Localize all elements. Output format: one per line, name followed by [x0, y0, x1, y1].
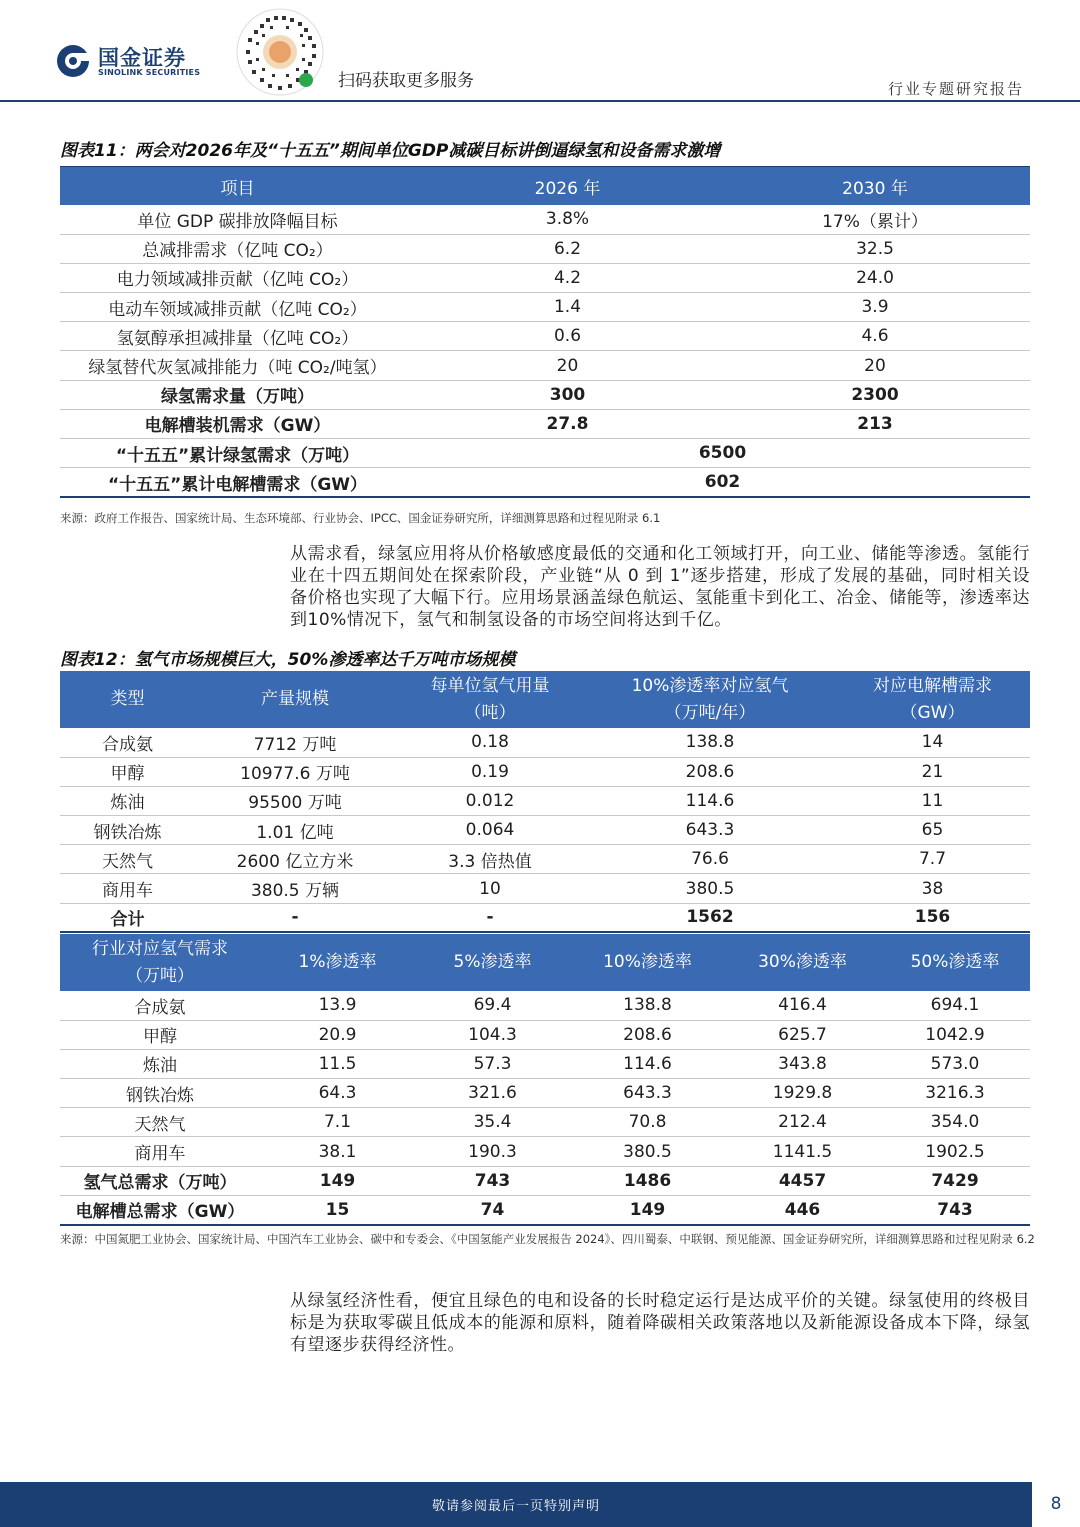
- figure-12-table-penetration: [60, 934, 1030, 1226]
- table-row: [60, 728, 1030, 757]
- footer-disclaimer-link[interactable]: 敬请参阅最后一页特别声明: [431, 1499, 600, 1514]
- cell-2026: 6.2: [415, 234, 720, 263]
- column-header: 1%渗透率: [260, 934, 415, 991]
- table-cell: 694.1: [880, 991, 1030, 1020]
- table-cell: 1562: [585, 903, 835, 932]
- column-header: 产量规模: [195, 671, 395, 728]
- table-cell: 7712 万吨: [195, 728, 395, 757]
- row-label: “十五五”累计电解槽需求（GW）: [60, 468, 415, 497]
- table-row: [60, 816, 1030, 845]
- row-label: 电动车领域减排贡献（亿吨 CO₂）: [60, 293, 415, 322]
- table-cell: 743: [415, 1166, 570, 1195]
- column-header: 30%渗透率: [725, 934, 880, 991]
- paragraph-demand: 从需求看，绿氢应用将从价格敏感度最低的交通和化工领域打开，向工业、储能等渗透。氢能行业在十四五期间处在探索阶段，产业链“从 0 到 1”逐步搭建，形成了发展的基础，同时相关设备价格也实现了大幅下行。应用场景涵盖绿色航运、氢能重卡到化工、冶金、储能等，渗透率达到10%情况下，氢气和制氢设备的市场空间将达到千亿。: [290, 544, 1030, 630]
- table-row: [60, 1020, 1030, 1049]
- merged-cell: 6500: [415, 439, 1030, 468]
- cell-2026: 1.4: [415, 293, 720, 322]
- table-cell: 114.6: [585, 786, 835, 815]
- table-row-merged: [60, 439, 1030, 468]
- table-cell: 156: [835, 903, 1030, 932]
- page-number: 8: [1050, 1494, 1062, 1514]
- table-cell: 0.18: [395, 728, 585, 757]
- table-cell: 149: [260, 1166, 415, 1195]
- table-cell: 380.5 万辆: [195, 874, 395, 903]
- sinolink-logo-icon: [56, 44, 90, 78]
- table-cell: 104.3: [415, 1020, 570, 1049]
- table-cell: 416.4: [725, 991, 880, 1020]
- table-sum-row: [60, 1166, 1030, 1195]
- table-cell: 643.3: [570, 1079, 725, 1108]
- cell-2030: 24.0: [720, 263, 1030, 292]
- header-divider: [0, 100, 1080, 102]
- column-header: 50%渗透率: [880, 934, 1030, 991]
- row-label: 总减排需求（亿吨 CO₂）: [60, 234, 415, 263]
- figure-12-source: 来源：中国氮肥工业协会、国家统计局、中国汽车工业协会、碳中和专委会、《中国氢能产业发展报告 2024》、四川蜀泰、中联钢、预见能源、国金证券研究所，详细测算思路和过程见附录 6.2: [60, 1232, 1035, 1246]
- table-cell: 743: [880, 1195, 1030, 1224]
- row-label: “十五五”累计绿氢需求（万吨）: [60, 439, 415, 468]
- table-row: [60, 991, 1030, 1020]
- figure-11-source: 来源：政府工作报告、国家统计局、生态环境部、行业协会、IPCC、国金证券研究所，详细测算思路和过程见附录 6.1: [60, 511, 661, 525]
- table-cell: 138.8: [585, 728, 835, 757]
- table-cell: 1929.8: [725, 1079, 880, 1108]
- table-row: [60, 234, 1030, 263]
- row-label: 电解槽装机需求（GW）: [60, 409, 415, 438]
- cell-2030: 2300: [720, 380, 1030, 409]
- table-cell: -: [195, 903, 395, 932]
- row-label: 绿氢需求量（万吨）: [60, 380, 415, 409]
- table-cell: 1.01 亿吨: [195, 816, 395, 845]
- table-cell: 13.9: [260, 991, 415, 1020]
- table-cell: 149: [570, 1195, 725, 1224]
- table-row: [60, 1137, 1030, 1166]
- table-cell: 14: [835, 728, 1030, 757]
- column-header: 2026 年: [415, 167, 720, 205]
- table-cell: 57.3: [415, 1049, 570, 1078]
- table-header-row: [60, 671, 1030, 728]
- logo-english-name: SINOLINK SECURITIES: [98, 68, 201, 77]
- table-cell: 0.012: [395, 786, 585, 815]
- column-header-unit: （吨）: [464, 702, 516, 723]
- table-cell: 114.6: [570, 1049, 725, 1078]
- table-cell: 212.4: [725, 1108, 880, 1137]
- table-cell: 643.3: [585, 816, 835, 845]
- table-cell: 炼油: [60, 786, 195, 815]
- table-cell: 10977.6 万吨: [195, 757, 395, 786]
- table-row: [60, 263, 1030, 292]
- table-cell: 69.4: [415, 991, 570, 1020]
- column-header-line: 10%渗透率对应氢气: [631, 675, 789, 696]
- table-cell: 38.1: [260, 1137, 415, 1166]
- table-cell: 商用车: [60, 874, 195, 903]
- table-total-row: [60, 903, 1030, 932]
- cell-2030: 213: [720, 409, 1030, 438]
- table-header-row: [60, 934, 1030, 991]
- table-cell: 1902.5: [880, 1137, 1030, 1166]
- table-cell: 76.6: [585, 845, 835, 874]
- table-cell: 2600 亿立方米: [195, 845, 395, 874]
- qr-caption: 扫码获取更多服务: [338, 71, 474, 91]
- table-cell: 商用车: [60, 1137, 260, 1166]
- table-row: [60, 409, 1030, 438]
- table-cell: 1486: [570, 1166, 725, 1195]
- row-label: 氢氨醇承担减排量（亿吨 CO₂）: [60, 322, 415, 351]
- table-cell: 7.7: [835, 845, 1030, 874]
- table-cell: 炼油: [60, 1049, 260, 1078]
- table-row: [60, 293, 1030, 322]
- cell-2030: 32.5: [720, 234, 1030, 263]
- report-type-label: 行业专题研究报告: [887, 80, 1024, 98]
- table-cell: 合计: [60, 903, 195, 932]
- table-cell: 电解槽总需求（GW）: [60, 1195, 260, 1224]
- figure-11-table: [60, 167, 1030, 498]
- table-cell: 11: [835, 786, 1030, 815]
- row-label: 单位 GDP 碳排放降幅目标: [60, 205, 415, 234]
- column-header-unit: （万吨）: [126, 965, 194, 986]
- table-header-row: [60, 167, 1030, 205]
- cell-2026: 4.2: [415, 263, 720, 292]
- table-row: [60, 845, 1030, 874]
- table-cell: 380.5: [585, 874, 835, 903]
- table-row: [60, 322, 1030, 351]
- column-header: [60, 934, 260, 991]
- column-header: 10%渗透率: [570, 934, 725, 991]
- table-cell: 64.3: [260, 1079, 415, 1108]
- cell-2026: 20: [415, 351, 720, 380]
- column-header: [585, 671, 835, 728]
- logo-chinese-name: 国金证券: [98, 46, 186, 70]
- table-cell: 38: [835, 874, 1030, 903]
- table-cell: -: [395, 903, 585, 932]
- table-row: [60, 1108, 1030, 1137]
- column-header-line: 对应电解槽需求: [873, 675, 992, 696]
- column-header: [835, 671, 1030, 728]
- table-cell: 354.0: [880, 1108, 1030, 1137]
- table-row: [60, 874, 1030, 903]
- table-row: [60, 757, 1030, 786]
- table-cell: 钢铁冶炼: [60, 816, 195, 845]
- table-cell: 321.6: [415, 1079, 570, 1108]
- table-cell: 3.3 倍热值: [395, 845, 585, 874]
- cell-2026: 300: [415, 380, 720, 409]
- table-cell: 625.7: [725, 1020, 880, 1049]
- figure-11-title: 图表11：两会对2026年及“十五五”期间单位GDP减碳目标讲倒逼绿氢和设备需求激增: [60, 136, 1030, 168]
- table-cell: 343.8: [725, 1049, 880, 1078]
- cell-2026: 3.8%: [415, 205, 720, 234]
- table-row: [60, 351, 1030, 380]
- column-header: [395, 671, 585, 728]
- table-row: [60, 786, 1030, 815]
- merged-cell: 602: [415, 468, 1030, 497]
- table-cell: 21: [835, 757, 1030, 786]
- table-cell: 35.4: [415, 1108, 570, 1137]
- cell-2026: 0.6: [415, 322, 720, 351]
- table-cell: 1141.5: [725, 1137, 880, 1166]
- column-header-unit: （万吨/年）: [664, 702, 756, 723]
- table-cell: 95500 万吨: [195, 786, 395, 815]
- table-row: [60, 1079, 1030, 1108]
- table-cell: 甲醇: [60, 1020, 260, 1049]
- column-header-line: 每单位氢气用量: [430, 675, 550, 696]
- row-label: 电力领域减排贡献（亿吨 CO₂）: [60, 263, 415, 292]
- cell-2030: 4.6: [720, 322, 1030, 351]
- table-cell: 11.5: [260, 1049, 415, 1078]
- table-cell: 甲醇: [60, 757, 195, 786]
- table-cell: 138.8: [570, 991, 725, 1020]
- table-cell: 446: [725, 1195, 880, 1224]
- table-cell: 208.6: [585, 757, 835, 786]
- cell-2030: 3.9: [720, 293, 1030, 322]
- figure-12-table-production: [60, 671, 1030, 933]
- column-header: 5%渗透率: [415, 934, 570, 991]
- table-cell: 合成氨: [60, 991, 260, 1020]
- cell-2026: 27.8: [415, 409, 720, 438]
- table-cell: 7429: [880, 1166, 1030, 1195]
- table-cell: 190.3: [415, 1137, 570, 1166]
- table-row: [60, 1049, 1030, 1078]
- table-cell: 4457: [725, 1166, 880, 1195]
- table-row-merged: [60, 468, 1030, 497]
- table-cell: 208.6: [570, 1020, 725, 1049]
- column-header: 2030 年: [720, 167, 1030, 205]
- table-cell: 3216.3: [880, 1079, 1030, 1108]
- table-cell: 天然气: [60, 1108, 260, 1137]
- paragraph-economics: 从绿氢经济性看，便宜且绿色的电和设备的长时稳定运行是达成平价的关键。绿氢使用的终极目标是为获取零碳且低成本的能源和原料，随着降碳相关政策落地以及新能源设备成本下降，绿氢有望逐步获得经济性。: [290, 1291, 1030, 1355]
- table-row: [60, 380, 1030, 409]
- table-row: [60, 205, 1030, 234]
- table-cell: 65: [835, 816, 1030, 845]
- cell-2030: 17%（累计）: [720, 205, 1030, 234]
- company-logo: [56, 42, 216, 82]
- column-header-line: 行业对应氢气需求: [92, 938, 228, 959]
- table-cell: 钢铁冶炼: [60, 1079, 260, 1108]
- page-header: [0, 0, 1080, 102]
- cell-2030: 20: [720, 351, 1030, 380]
- table-cell: 0.064: [395, 816, 585, 845]
- column-header: 项目: [60, 167, 415, 205]
- qr-code-icon[interactable]: [236, 8, 324, 96]
- table-cell: 7.1: [260, 1108, 415, 1137]
- column-header: 类型: [60, 671, 195, 728]
- table-cell: 氢气总需求（万吨）: [60, 1166, 260, 1195]
- table-cell: 1042.9: [880, 1020, 1030, 1049]
- figure-12-title: 图表12：氢气市场规模巨大，50%渗透率达千万吨市场规模: [60, 645, 1030, 677]
- column-header-unit: （GW）: [900, 702, 965, 723]
- table-cell: 合成氨: [60, 728, 195, 757]
- table-cell: 70.8: [570, 1108, 725, 1137]
- table-cell: 15: [260, 1195, 415, 1224]
- table-cell: 天然气: [60, 845, 195, 874]
- table-cell: 10: [395, 874, 585, 903]
- table-cell: 74: [415, 1195, 570, 1224]
- table-cell: 0.19: [395, 757, 585, 786]
- table-cell: 380.5: [570, 1137, 725, 1166]
- row-label: 绿氢替代灰氢减排能力（吨 CO₂/吨氢）: [60, 351, 415, 380]
- table-cell: 573.0: [880, 1049, 1030, 1078]
- table-cell: 20.9: [260, 1020, 415, 1049]
- table-sum-row: [60, 1195, 1030, 1224]
